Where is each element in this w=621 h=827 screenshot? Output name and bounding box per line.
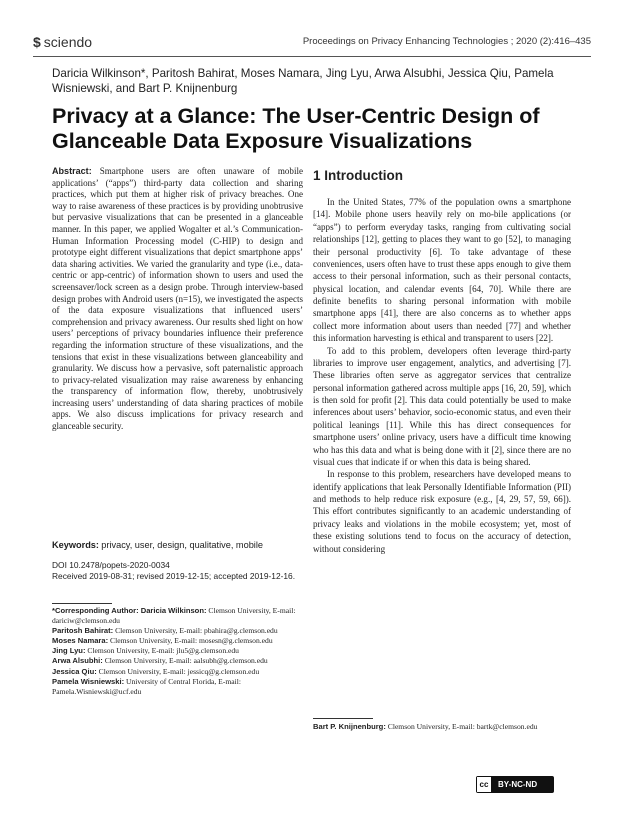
doi: DOI 10.2478/popets-2020-0034 (52, 560, 170, 570)
journal-citation: Proceedings on Privacy Enhancing Technologies ; 2020 (2):416–435 (302, 36, 591, 47)
footnote-item: Jessica Qiu: Clemson University, E-mail: jessicq@g.clemson.edu (52, 666, 260, 676)
footnote-item: Pamela Wisniewski: University of Central Florida, E-mail: Pamela.Wisniewski@ucf.edu (52, 676, 241, 696)
abstract-label: Abstract: (52, 166, 92, 176)
publication-info (52, 560, 303, 583)
page-header (33, 28, 591, 57)
paragraph: To add to this problem, developers often leverage third-party libraries to improve user engagement, analytics, and advertising [7]. These libraries often serve as aggregator services that centralize personal information gathered across multiple apps [16, 20, 59], which is then sold for profit [2]. This data could potentially be used to make inferences about users’ behavior, socio-economic status, and even their political leanings [11]. While this has direct consequences for smartphone users’ online privacy, users have a difficult time knowing who has this data and what is being done with it [2], since there are no visual cues that indicate if or when this data is being shared. (313, 345, 571, 467)
footnote-item: *Corresponding Author: Daricia Wilkinson: Clemson University, E-mail: dariciw@clemson.edu (52, 606, 296, 626)
keywords-label: Keywords: (52, 540, 99, 550)
introduction-body (313, 196, 571, 555)
keywords (52, 540, 303, 550)
license-text: BY-NC-ND (498, 780, 538, 789)
footnote-item: Moses Namara: Clemson University, E-mail: mosesn@g.clemson.edu (52, 636, 273, 646)
footnote-item: Jing Lyu: Clemson University, E-mail: jlu5@g.clemson.edu (52, 646, 239, 656)
footnote-item: Paritosh Bahirat: Clemson University, E-mail: pbahira@g.clemson.edu (52, 626, 278, 636)
footnote-divider (313, 718, 373, 719)
abstract (52, 166, 303, 433)
license-badge[interactable] (476, 776, 554, 793)
publisher-name: sciendo (43, 34, 93, 50)
author-footnotes (52, 606, 303, 697)
sciendo-icon: $ (33, 34, 41, 50)
footnote-divider (52, 603, 112, 604)
creative-commons-icon: cc (477, 777, 492, 792)
received-dates: Received 2019-08-31; revised 2019-12-15; accepted 2019-12-16. (52, 571, 296, 582)
author-footnote: Bart P. Knijnenburg: Clemson University, E-mail: bartk@clemson.edu (313, 722, 538, 731)
publisher-logo (33, 34, 92, 50)
section-heading: 1 Introduction (313, 168, 403, 183)
paper-title: Privacy at a Glance: The User-Centric Design of Glanceable Data Exposure Visualizations (52, 104, 540, 153)
paragraph: In the United States, 77% of the population owns a smartphone [14]. Mobile phone users heavily rely on mo-bile applications (or “apps”) to perform everyday tasks, ranging from cultivating social relationships [12], getting to places they want to go [52], to managing their personal productivity [6]. To take advantage of these conveniences, users often have to trust these apps enough to give them access to their personal information, such as their personal contacts, physical location, and calendar events [64, 70]. While there are definite benefits to sharing personal information with mobile smartphone apps [41], there are also concerns as to whether apps collect more information about users than needed [77] and whether this information harvesting is ethical and transparent to users [22]. (313, 197, 571, 344)
footnote-item: Arwa Alsubhi: Clemson University, E-mail: aalsubh@g.clemson.edu (52, 656, 268, 666)
author-list: Daricia Wilkinson*, Paritosh Bahirat, Moses Namara, Jing Lyu, Arwa Alsubhi, Jessica Qiu, Pamela Wisniewski, and Bart P. Knijnenburg (52, 67, 554, 95)
paragraph: In response to this problem, researchers have developed means to identify applications that leak Personally Identifiable Information (PII) and methods to help reduce risk exposure (e.g., [4, 29, 57, 59, 66]). This effort contributes significantly to an academic understanding of privacy leaks and violations in the mobile ecosystem; yet, most of these existing solutions tend to focus on the accuracy of detection, without considering (313, 469, 571, 554)
abstract-text: Smartphone users are often unaware of mobile applications’ (“apps”) third-party data collection and sharing practices, which put them at higher risk of privacy breaches. One way to raise awareness of these practices is by providing unobtrusive but pervasive visualizations that can be presented in a glanceable manner. In this paper, we applied Wogalter et al.’s Communication-Human Information Processing model (C-HIP) to design and prototype eight different visualizations that depict smartphone apps’ data sharing activities. We varied the granularity and type (i.e., data-centric or app-centric) of information shown to users and used the screensaver/lock screen as a design probe. Through interview-based design probes with Android users (n=15), we investigated the aspects of the data exposure visualizations that influenced users’ comprehension and privacy awareness. Our results shed light on how users’ perceptions of privacy boundaries influence their preference regarding the information structure of these visualizations, and the tensions that exist in these visualizations between glanceability and granularity. We discuss how a pervasive, soft paternalistic approach to privacy-related visualization may raise awareness by enhancing the transparency of information flow, thereby, unobtrusively increasing users’ understanding of data sharing practices of mobile apps. We also discuss implications for privacy research and glanceable security. (52, 166, 303, 432)
keywords-text: privacy, user, design, qualitative, mobile (101, 540, 263, 550)
